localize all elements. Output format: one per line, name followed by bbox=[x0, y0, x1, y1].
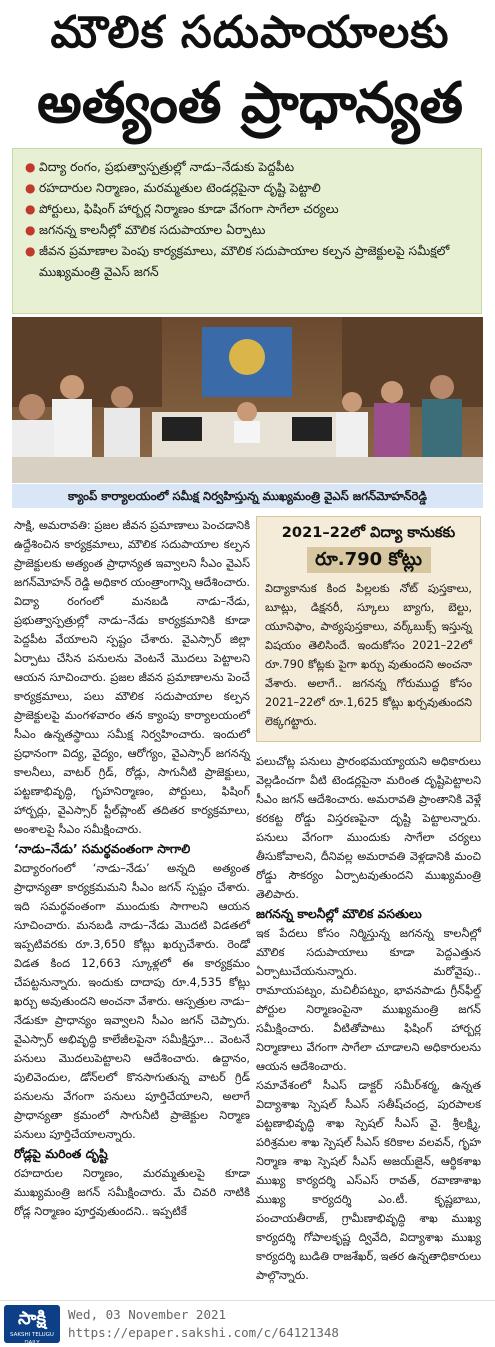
highlight-item bbox=[25, 178, 473, 199]
footer bbox=[0, 1300, 495, 1347]
headline bbox=[0, 0, 495, 142]
article-subheading: రోడ్లపై మరింత దృష్టి bbox=[14, 1147, 108, 1161]
headline-line-2: అత్యంత ప్రాధాన్యత bbox=[36, 71, 464, 136]
article-left-column bbox=[14, 516, 250, 1221]
highlight-item bbox=[25, 241, 473, 283]
highlight-text: విద్యా రంగం, ప్రభుత్వాస్పత్రుల్లో నాడు–నేడుకు పెద్దపీట bbox=[39, 160, 295, 174]
headline-line-1: మౌలిక సదుపాయాలకు bbox=[50, 7, 450, 58]
article-subheading: జగనన్న కాలనీల్లో మౌలిక వసతులు bbox=[256, 907, 422, 921]
highlight-item bbox=[25, 220, 473, 241]
article-paragraph: పలుచోట్ల పనులు ప్రారంభమయ్యాయని అధికారులు వెల్లడించగా వీటి టెండర్లపైనా మరింత దృష్టిపెట్టాలని సీఎం జగన్ ఆదేశించారు. అమరావతి ప్రాంతానికి వెళ్లే కరకట్ట రోడ్డు విస్తరణపైనా దృష్టి పెట్టాలన్నారు. పనులు వేగంగా ముందుకు సాగేలా చర్యలు తీసుకోవాలని, దీనివల్ల అమరావతి వెళ్లడానికి మంచి రోడ్డు సౌకర్యం ఏర్పాటవుతుందని ముఖ్యమంత్రి తెలిపారు. bbox=[256, 755, 481, 901]
meeting-photo bbox=[12, 317, 483, 483]
education-kit-box bbox=[256, 516, 481, 742]
highlight-item bbox=[25, 157, 473, 178]
bullet-icon: ● bbox=[25, 202, 36, 216]
highlight-text: జగనన్న కాలనీల్లో మౌలిక సదుపాయాల ఏర్పాటు bbox=[39, 223, 266, 237]
article-right-column bbox=[256, 752, 481, 1285]
bullet-icon: ● bbox=[25, 244, 36, 258]
logo-subtext: SAKSHI TELUGU DAILY bbox=[10, 1332, 54, 1346]
footer-date: Wed, 03 November 2021 bbox=[68, 1307, 227, 1322]
highlight-item bbox=[25, 199, 473, 220]
box-amount: రూ.790 కోట్లు bbox=[307, 547, 431, 573]
meeting-photo-illustration bbox=[12, 317, 483, 483]
box-title: 2021–22లో విద్యా కానుకకు bbox=[281, 524, 456, 541]
bullet-icon: ● bbox=[25, 223, 36, 237]
sakshi-logo bbox=[4, 1305, 60, 1346]
bullet-icon: ● bbox=[25, 181, 36, 195]
article-paragraph: ఇక పేదలు కోసం నిర్మిస్తున్న జగనన్న కాలనీల్లో మౌలిక సదుపాయాలు కూడా పెద్దఎత్తున ఏర్పాటుచేయనున్నారు. మరోవైపు.. రామాయపట్నం, మచిలీపట్నం, భావనపాడు గ్రీన్‌ఫీల్డ్ పోర్టుల నిర్మాణంపైనా ముఖ్యమంత్రి జగన్ సమీక్షించారు. వీటితోపాటు ఫిషింగ్ హార్బర్ల నిర్మాణాలు వేగంగా సాగేలా చూడాలని అధికారులను ఆయన ఆదేశించారు. bbox=[256, 927, 481, 1073]
article-paragraph: సమావేశంలో సీఎస్ డాక్టర్ సమీర్‌శర్మ, ఉన్నత విద్యాశాఖ స్పెషల్ సీఎస్ సతీష్‌చంద్ర, పురపాలక పట్టణాభివృద్ధి శాఖ స్పెషల్ సీఎస్ వై. శ్రీలక్ష్మి, పరిశ్రమల శాఖ స్పెషల్ సీఎస్ కరికాల వలవన్, గృహ నిర్మాణ శాఖ స్పెషల్ సీఎస్ అజయ్‌జైన్, ఆర్థికశాఖ ముఖ్య కార్యదర్శి ఎస్ఎస్ రావత్, రవాణాశాఖ ముఖ్య కార్యదర్శి ఎం.టీ. కృష్ణబాబు, పంచాయతీరాజ్, గ్రామీణాభివృద్ధి శాఖ ముఖ్య కార్యదర్శి గోపాలకృష్ణ ద్వివేది, విద్యాశాఖ ముఖ్య కార్యదర్శి బుడితి రాజశేఖర్, ఇతర ఉన్నతాధికారులు పాల్గొన్నారు. bbox=[256, 1079, 481, 1282]
box-text: విద్యాకానుక కింద పిల్లలకు నోట్ పుస్తకాలు, బూట్లు, డిక్షనరీ, స్కూలు బ్యాగు, బెల్టు, యూనిఫాం, పాఠ్యపుస్తకాలు, వర్క్‌బుక్స్ ఇస్తున్న విషయం తెలిసిందే. ఇందుకోసం 2021–22లో రూ.790 కోట్లకు పైగా ఖర్చు వుతుందని అంచనా వేశారు. అలాగే.. జగనన్న గోరుముద్ద కోసం 2021–22లో రూ.1,625 కోట్లు ఖర్చవుతుందని లెక్కగట్టారు. bbox=[265, 582, 472, 728]
article-paragraph: విద్యారంగంలో ‘నాడు–నేడు’ అన్నది అత్యంత ప్రాధాన్యతా కార్యక్రమమని సీఎం జగన్ స్పష్టం చేశారు. ఇది సమర్థవంతంగా ముందుకు సాగాలని ఆయన సూచించారు. మనబడి నాడు–నేడు మొదటి విడతలో ఇప్పటివరకు రూ.3,650 కోట్లు ఖర్చుచేశారు. రెండో విడత కింద 12,663 స్కూళ్లలో ఈ కార్యక్రమం చేపట్టనున్నారు. ఇందుకు దాదాపు రూ.4,535 కోట్లు ఖర్చు అవుతుందని అంచనా వేశారు. ఆస్పత్రుల నాడు–నేడుకూ ప్రాధాన్యం ఇవ్వాలని సీఎం జగన్ చెప్పారు. వైఎస్సార్ అభివృద్ధి కాలేజీలపైనా సమీక్షిస్తూ... వెంటనే పనులు మొదలుపెట్టాలని ఆదేశించారు. ఉద్దానం, పులివెందుల, డోన్‌లలో కొనసాగుతున్న వాటర్ గ్రిడ్ పనులను వేగంగా పనులు పూర్తిచేయాలని, అలాగే ప్రాధాన్యతా క్రమంలో సాగునీటి ప్రాజెక్టుల నిర్మాణ పనులు పూర్తిచేయాలన్నారు. bbox=[14, 862, 250, 1141]
article-paragraph: రహదారుల నిర్మాణం, మరమ్మతులపై కూడా ముఖ్యమంత్రి జగన్ సమీక్షించారు. మే చివరి నాటికి రోడ్ల నిర్మాణం పూర్తవుతుందని.. ఇప్పటికే bbox=[14, 1167, 250, 1218]
article-subheading: ‘నాడు–నేడు’ సమర్థవంతంగా సాగాలి bbox=[14, 842, 191, 856]
bullet-icon: ● bbox=[25, 160, 36, 174]
highlight-text: జీవన ప్రమాణాల పెంపు కార్యక్రమాలు, మౌలిక సదుపాయాల కల్పన ప్రాజెక్టులపై సమీక్షలో ముఖ్యమంత్రి వైఎస్ జగన్ bbox=[39, 244, 450, 279]
footer-url[interactable]: https://epaper.sakshi.com/c/64121348 bbox=[68, 1325, 339, 1340]
highlights-box bbox=[12, 148, 482, 314]
logo-text: సాక్షి bbox=[18, 1308, 46, 1329]
article-paragraph: సాక్షి, అమరావతి: ప్రజల జీవన ప్రమాణాలు పెంచడానికి ఉద్దేశించిన కార్యక్రమాలు, మౌలిక సదుపాయాల కల్పన ప్రాజెక్టులకు అత్యంత ప్రాధాన్యత ఇవ్వాలని సీఎం వైఎస్ జగన్‌మోహన్ రెడ్డి అధికార యంత్రాంగాన్ని ఆదేశించారు. విద్యా రంగంలో మనబడి నాడు–నేడు, ప్రభుత్వాస్పత్రుల్లో నాడు–నేడు కార్యక్రమానికి కూడా పెద్దపీట వేయాలని స్పష్టం చేశారు. వైఎస్సార్ జిల్లా ఏర్పాటు చేసిన పనులను వెంటనే మొదలు పెట్టాలని ఆయన సూచించారు. ప్రజల జీవన ప్రమాణాలను పెంచే కార్యక్రమాలు, పలు మౌలిక సదుపాయాల కల్పన ప్రాజెక్టులపై మంగళవారం తన క్యాంపు కార్యాలయంలో సీఎం ఉన్నతస్థాయి సమీక్ష నిర్వహించారు. ఇందులో ప్రధానంగా విద్య, వైద్యం, ఆరోగ్యం, వైఎస్సార్ జగనన్న కాలనీలు, వాటర్ గ్రిడ్, రోడ్లు, సాగునీటి ప్రాజెక్టులు, పట్టణాభివృద్ధి, గృహనిర్మాణం, పోర్టులు, ఫిషింగ్ హార్బర్లు, వైఎస్సార్ స్టీల్‌ప్లాంట్ తదితర కార్యక్రమాలు, అంశాలపై సీఎం సమీక్షించారు. bbox=[14, 519, 250, 836]
photo-caption: క్యాంప్ కార్యాలయంలో సమీక్ష నిర్వహిస్తున్న ముఖ్యమంత్రి వైఎస్ జగన్‌మోహన్‌రెడ్డి bbox=[12, 484, 483, 508]
highlight-text: పోర్టులు, ఫిషింగ్ హార్బర్ల నిర్మాణం కూడా వేగంగా సాగేలా చర్యలు bbox=[39, 202, 339, 216]
highlight-text: రహదారుల నిర్మాణం, మరమ్మతుల టెండర్లపైనా దృష్టి పెట్టాలి bbox=[39, 181, 321, 195]
